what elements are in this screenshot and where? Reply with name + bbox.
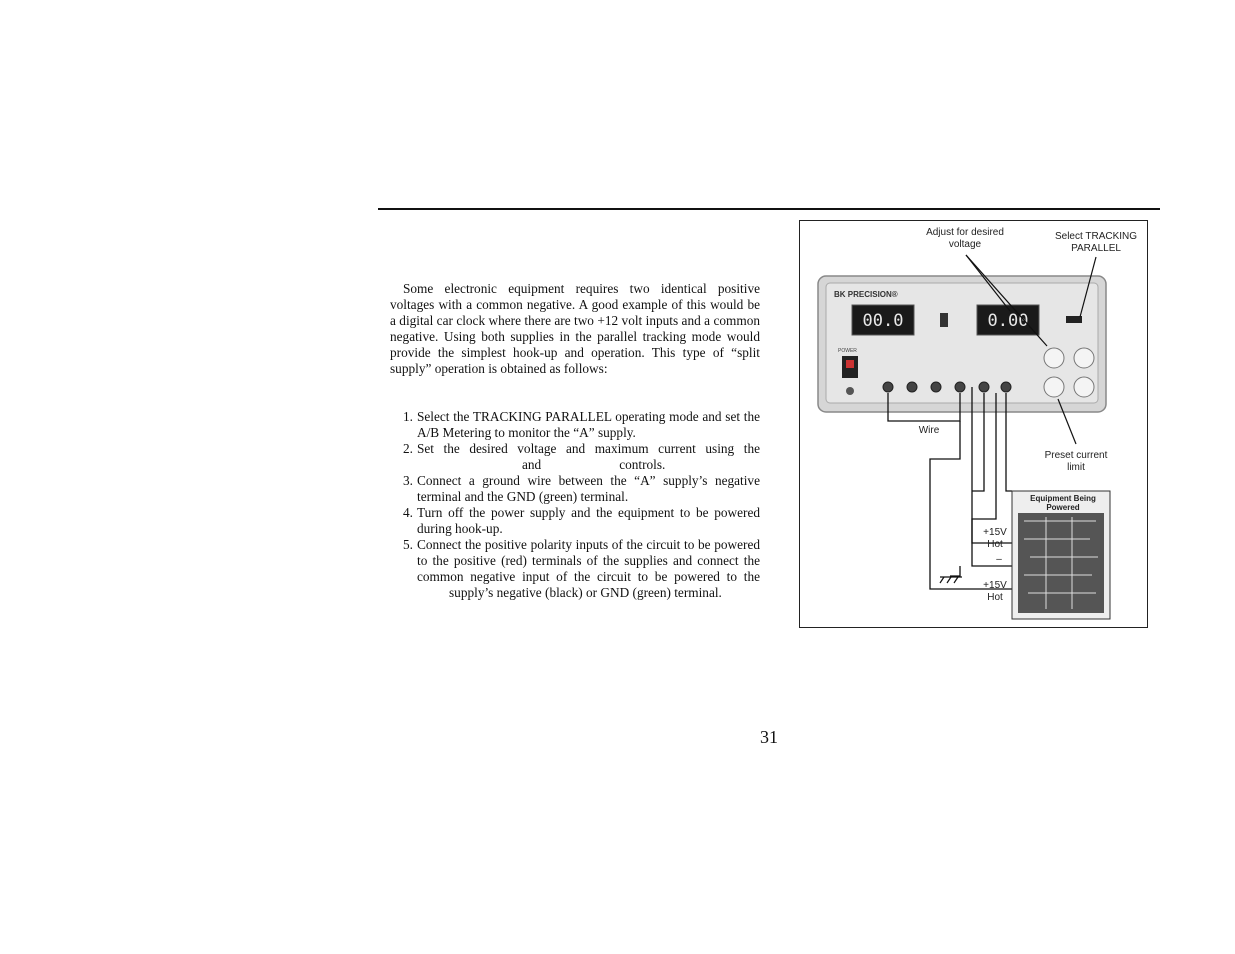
step-text: Connect a ground wire between the “A” supply’s negative terminal and the GND (green) terminal. <box>417 473 760 504</box>
procedure-steps <box>390 409 760 601</box>
callout-adjust-voltage: Adjust for desired voltage <box>926 227 1004 250</box>
step-number: 1. <box>403 409 413 424</box>
ground-symbol <box>940 577 962 583</box>
hot2-voltage: +15V <box>983 580 1007 591</box>
header-rule <box>378 208 1160 210</box>
power-supply-figure <box>799 220 1148 628</box>
current-readout: 0.00 <box>987 311 1029 331</box>
callout-wire: Wire <box>918 425 940 436</box>
step-text: Turn off the power supply and the equipment to be powered during hook-up. <box>417 505 760 536</box>
circuit-board-traces <box>1018 513 1104 613</box>
step-text: Connect the positive polarity inputs of the circuit to be powered to the positive (red) terminals of the supplies and connect the common negative input of the circuit to be powered to the <box>417 537 760 584</box>
step-text: controls. <box>619 457 666 472</box>
page-number: 31 <box>760 727 778 747</box>
list-item <box>390 409 760 441</box>
voltage-readout: 00.0 <box>862 311 904 331</box>
tracking-switch <box>1066 316 1082 323</box>
step-text: and <box>522 457 542 472</box>
meter-switch <box>940 313 948 327</box>
power-indicator <box>846 360 854 368</box>
list-item <box>390 473 760 505</box>
current-knob-b <box>1074 377 1094 397</box>
negative-label: – <box>996 554 1002 565</box>
hookup-diagram <box>800 221 1149 629</box>
hot1-label: Hot <box>987 539 1003 550</box>
power-label: POWER <box>838 348 857 354</box>
list-item <box>390 441 760 473</box>
step-number: 4. <box>403 505 413 520</box>
step-text: supply’s negative (black) or GND (green) terminal. <box>449 585 722 600</box>
current-knob-a <box>1044 377 1064 397</box>
step-number: 2. <box>403 441 413 456</box>
hot1-voltage: +15V <box>983 527 1007 538</box>
hot2-label: Hot <box>987 592 1003 603</box>
equipment-label: Equipment Being Powered <box>1030 494 1096 512</box>
callout-preset-current: Preset current limit <box>1044 450 1108 473</box>
callout-select-tracking: Select TRACKING PARALLEL <box>1054 231 1138 254</box>
gnd-jack <box>846 387 854 395</box>
list-item <box>390 537 760 601</box>
list-item <box>390 505 760 537</box>
step-number: 3. <box>403 473 413 488</box>
intro-paragraph: Some electronic equipment requires two identical positive voltages with a common negative. A good example of this would be a digital car clock where there are two +12 volt inputs and a common negative. Using both supplies in the parallel tracking mode would provide the simplest hook-up and operation. This type of “split supply” operation is obtained as follows: <box>390 281 760 376</box>
voltage-knob-b <box>1074 348 1094 368</box>
step-text: Set the desired voltage and maximum current using the <box>417 441 760 456</box>
step-text: Select the TRACKING PARALLEL operating mode and set the A/B Metering to monitor the “A” supply. <box>417 409 760 440</box>
voltage-knob-a <box>1044 348 1064 368</box>
step-number: 5. <box>403 537 413 552</box>
brand-logo: BK PRECISION® <box>834 290 898 299</box>
